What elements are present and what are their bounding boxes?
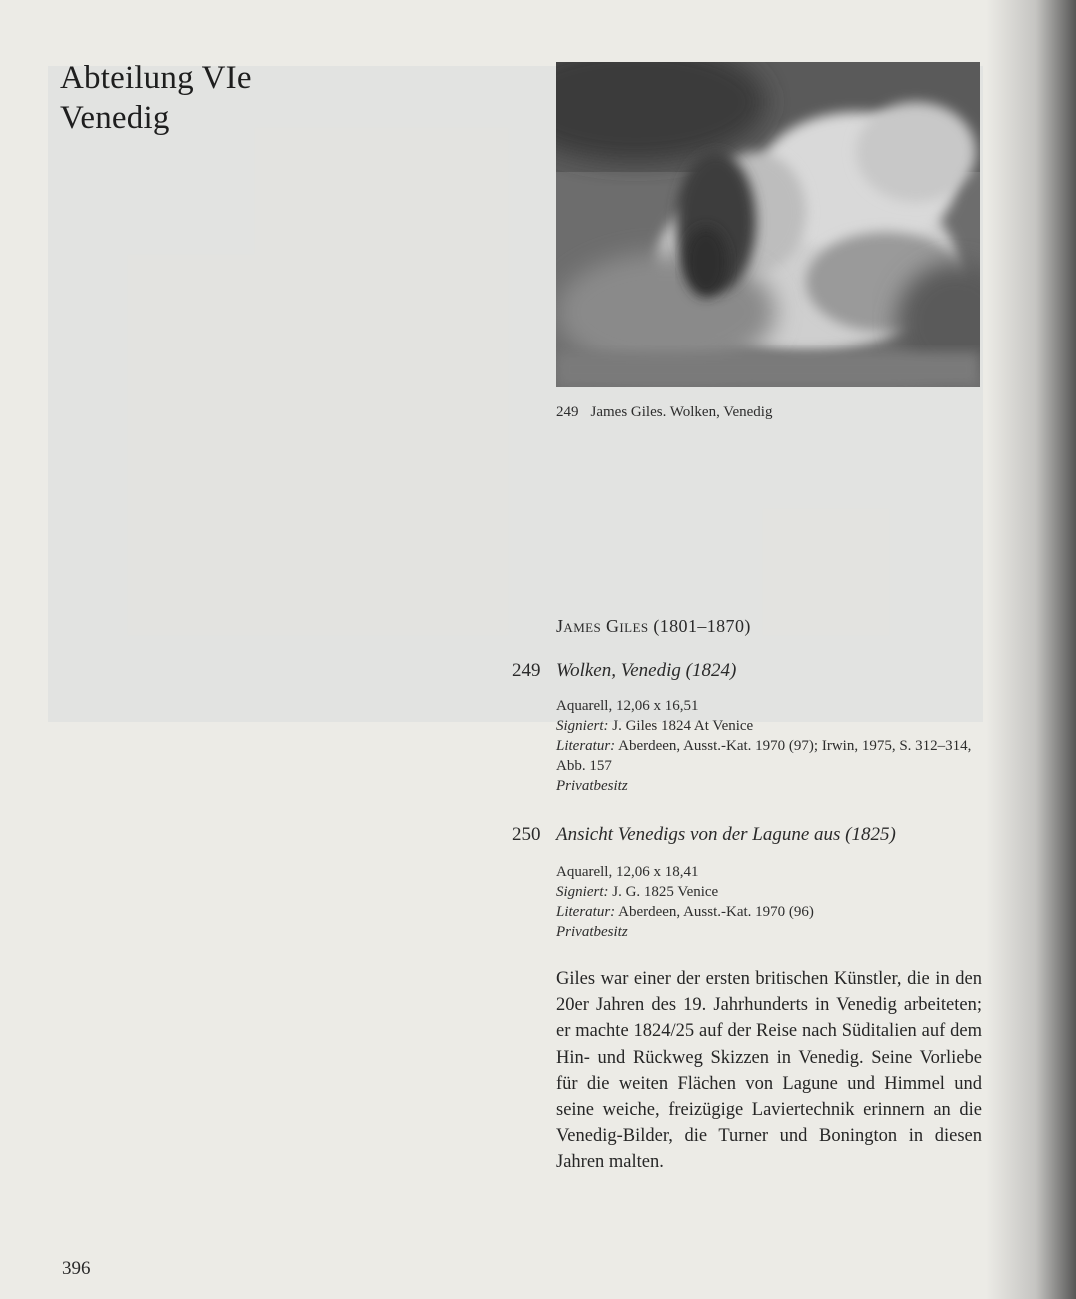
page-gutter-shadow (986, 0, 1076, 1299)
catalog-entry-250-details (556, 862, 986, 942)
figure-caption (556, 404, 772, 421)
catalog-entry-title: Wolken, Venedig (1824) (556, 660, 737, 681)
catalog-entry-249-details (556, 696, 986, 796)
catalog-entry-249-heading (512, 660, 736, 682)
entry-signed-value: J. Giles 1824 At Venice (612, 718, 754, 734)
entry-literature-value: Aberdeen, Ausst.-Kat. 1970 (97); Irwin, 1975, S. 312–314, Abb. 157 (556, 738, 972, 774)
catalog-entry-title: Ansicht Venedigs von der Lagune aus (1825) (556, 824, 896, 845)
figure-caption-number: 249 (556, 404, 579, 420)
artwork-image-clouds (556, 62, 980, 387)
section-heading-line-1: Abteilung VIe (60, 60, 252, 96)
catalog-entry-number: 249 (512, 660, 541, 681)
section-heading-line-2: Venedig (60, 100, 170, 136)
entry-literature-label: Literatur: (556, 904, 616, 920)
entry-literature-value: Aberdeen, Ausst.-Kat. 1970 (96) (618, 904, 814, 920)
entry-signed (556, 716, 986, 736)
artist-heading: James Giles (1801–1870) (556, 616, 751, 636)
entry-owner: Privatbesitz (556, 778, 628, 794)
entry-literature (556, 736, 986, 776)
figure-caption-text: James Giles. Wolken, Venedig (590, 404, 773, 420)
entry-signed-label: Signiert: (556, 884, 609, 900)
entry-medium: Aquarell, 12,06 x 16,51 (556, 698, 699, 714)
catalog-entry-250-heading (512, 824, 896, 846)
entry-signed-value: J. G. 1825 Venice (612, 884, 719, 900)
section-heading (60, 58, 252, 138)
entry-literature (556, 902, 986, 922)
page-number: 396 (62, 1258, 91, 1279)
catalog-entry-number: 250 (512, 824, 541, 845)
entry-owner: Privatbesitz (556, 924, 628, 940)
entry-medium: Aquarell, 12,06 x 18,41 (556, 864, 699, 880)
entry-literature-label: Literatur: (556, 738, 616, 754)
entry-signed (556, 882, 986, 902)
entry-signed-label: Signiert: (556, 718, 609, 734)
commentary-paragraph: Giles war einer der ersten britischen Künstler, die in den 20er Jahren des 19. Jahrhunderts in Venedig arbeiteten; er machte 1824/25 auf der Reise nach Süditalien auf dem Hin- und Rückweg Skizzen in Venedig. Seine Vorliebe für die weiten Flächen von Lagune und Himmel und seine weiche, freizügige Laviertechnik erinnern an die Venedig-Bilder, die Turner und Bonington in diesen Jahren malten. (556, 969, 982, 1173)
